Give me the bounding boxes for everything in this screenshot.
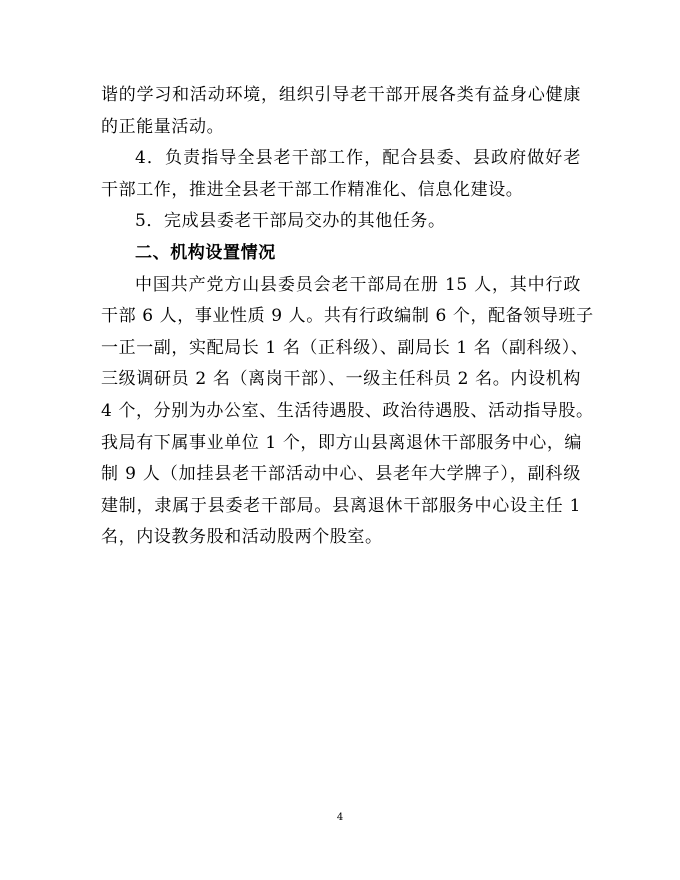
paragraph-line: 干部 6 人，事业性质 9 人。共有行政编制 6 个，配备领导班子 — [101, 306, 594, 327]
paragraph-line: 的正能量活动。 — [101, 116, 225, 137]
paragraph-line: 4 个，分别为办公室、生活待遇股、政治待遇股、活动指导股。 — [101, 400, 594, 421]
list-item-4-line: 4．负责指导全县老干部工作，配合县委、县政府做好老 — [135, 148, 581, 169]
paragraph-line: 建制，隶属于县委老干部局。县离退休干部服务中心设主任 1 — [101, 495, 581, 516]
paragraph-line: 名，内设教务股和活动股两个股室。 — [101, 527, 383, 548]
document-body — [101, 80, 594, 554]
paragraph-line: 三级调研员 2 名（离岗干部）、一级主任科员 2 名。内设机构 — [101, 369, 581, 390]
paragraph-line: 制 9 人（加挂县老干部活动中心、县老年大学牌子），副科级 — [101, 464, 581, 485]
list-item-5-line: 5．完成县委老干部局交办的其他任务。 — [135, 211, 446, 232]
paragraph-line: 一正一副，实配局长 1 名（正科级）、副局长 1 名（副科级）、 — [101, 337, 589, 358]
list-item-4-line: 干部工作，推进全县老干部工作精准化、信息化建设。 — [101, 179, 524, 200]
paragraph-line: 谐的学习和活动环境，组织引导老干部开展各类有益身心健康 — [101, 85, 581, 105]
section-heading: 二、机构设置情况 — [135, 242, 276, 263]
page-number: 4 — [336, 812, 344, 823]
paragraph-line: 我局有下属事业单位 1 个，即方山县离退休干部服务中心，编 — [101, 432, 583, 453]
paragraph-line: 中国共产党方山县委员会老干部局在册 15 人，其中行政 — [135, 274, 581, 295]
